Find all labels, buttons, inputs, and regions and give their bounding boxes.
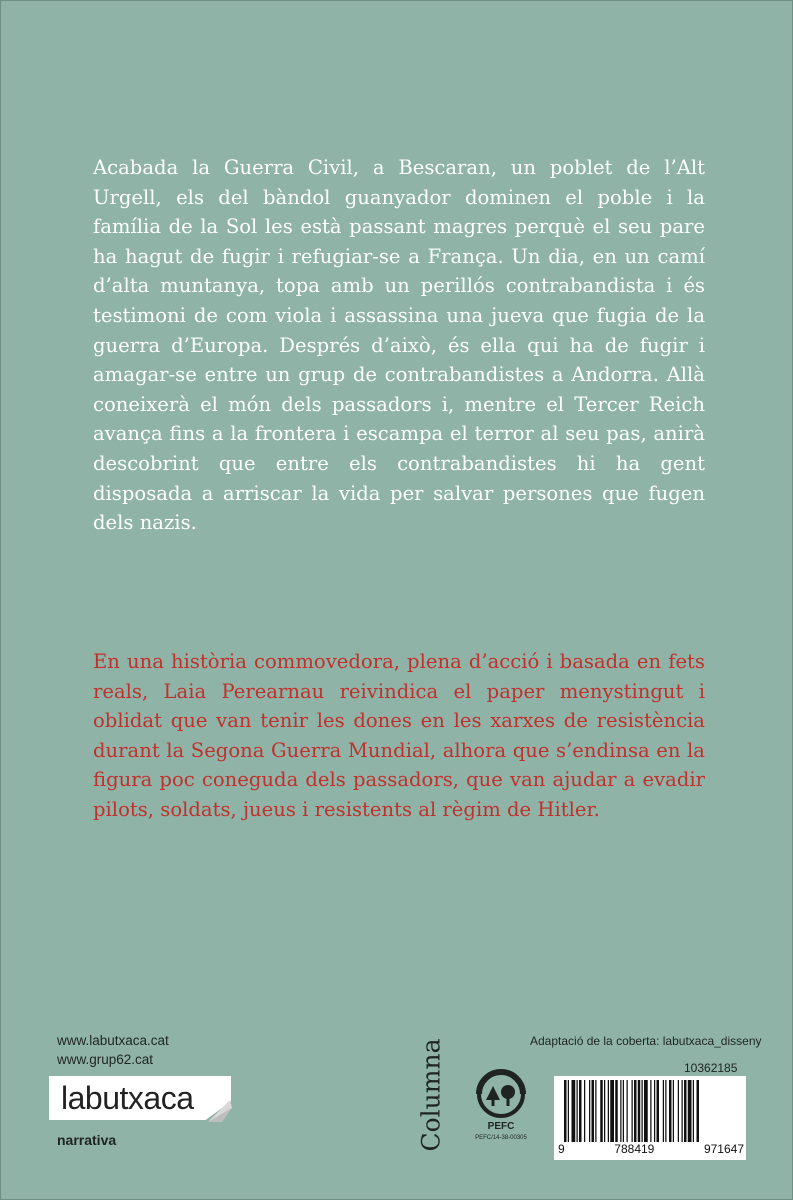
- barcode-bar: [663, 1080, 664, 1142]
- barcode-digits: [554, 1142, 746, 1156]
- barcode-bar: [693, 1080, 694, 1142]
- barcode-bar: [657, 1080, 660, 1142]
- barcode-bar: [589, 1080, 590, 1142]
- internal-code: 10362185: [684, 1061, 738, 1075]
- barcode-bar: [669, 1080, 672, 1142]
- barcode-bar: [673, 1080, 674, 1142]
- barcode-bar: [665, 1080, 666, 1142]
- barcode-bar: [600, 1080, 603, 1142]
- barcode-bar: [638, 1080, 641, 1142]
- blurb-text: En una història commovedora, plena d’acció i basada en fets reals, Laia Perearnau reivindica el paper menystingut i oblidat que van tenir les dones en les xarxes de resistència durant la Segona Guerra Mundial, alhora que s’endinsa en la figura poc coneguda dels passadors, que van ajudar a evadir pilots, soldats, jueus i resistents al règim de Hitler.: [93, 650, 705, 821]
- barcode-bar: [678, 1080, 679, 1142]
- barcode-bar: [650, 1080, 651, 1142]
- barcode-bar: [577, 1080, 578, 1142]
- barcode-bar: [654, 1080, 655, 1142]
- isbn-digit-right: 971647: [703, 1142, 744, 1156]
- cover-credit: Adaptació de la coberta: labutxaca_disseny: [530, 1034, 762, 1048]
- url-grup62[interactable]: www.grup62.cat: [57, 1052, 154, 1067]
- barcode-bar: [620, 1080, 621, 1142]
- barcode-bar: [632, 1080, 633, 1142]
- barcode-bar: [584, 1080, 585, 1142]
- barcode-bar: [627, 1080, 628, 1142]
- url-labutxaca[interactable]: www.labutxaca.cat: [57, 1033, 169, 1048]
- barcode-bar: [684, 1080, 687, 1142]
- barcode-bar: [644, 1080, 648, 1142]
- barcode-bar: [564, 1080, 567, 1142]
- barcode-bars: [564, 1080, 740, 1142]
- page-curl-icon: [204, 1098, 234, 1124]
- collection-name: narrativa: [57, 1132, 117, 1148]
- barcode-bar: [608, 1080, 609, 1142]
- barcode-bar: [579, 1080, 582, 1142]
- barcode-bar: [572, 1080, 576, 1142]
- barcode-bar: [568, 1080, 569, 1142]
- pefc-label: PEFC: [487, 1121, 515, 1132]
- barcode-bar: [642, 1080, 643, 1142]
- barcode-bar: [592, 1080, 595, 1142]
- barcode-bar: [615, 1080, 618, 1142]
- publisher-urls: [57, 1031, 169, 1069]
- isbn-digit-left: 788419: [614, 1142, 655, 1156]
- barcode-bar: [610, 1080, 614, 1142]
- pefc-code: PEFC/14-38-00305: [475, 1135, 527, 1141]
- publisher-logo: Columna: [416, 1038, 446, 1152]
- pefc-logo-icon: [471, 1068, 531, 1158]
- brand-logo: labutxaca: [61, 1080, 194, 1116]
- barcode-bar: [634, 1080, 637, 1142]
- synopsis-text: Acabada la Guerra Civil, a Bescaran, un poblet de l’Alt Urgell, els del bàndol guanyador dominen el poble i la família de la Sol les està passant magres perquè el seu pare ha hagut de fugir i refugiar-se a França. Un dia, en un camí d’alta muntanya, topa amb un perillós contrabandista i és testimoni de com viola i assassina una jueva que fugia de la guerra d’Europa. Després d’això, és ella qui ha de fugir i amagar-se entre un grup de contrabandistes a Andorra. Allà coneixerà el món dels passadors i, mentre el Tercer Reich avança fins a la frontera i escampa el terror al seu pas, anirà descobrint que entre els contrabandistes hi ha gent disposada a arriscar la vida per salvar persones que fugen dels nazis.: [93, 156, 705, 535]
- isbn-barcode: [554, 1076, 746, 1160]
- barcode-bar: [623, 1080, 624, 1142]
- barcode-bar: [688, 1080, 692, 1142]
- barcode-bar: [682, 1080, 683, 1142]
- barcode-bar: [604, 1080, 605, 1142]
- barcode-bar: [697, 1080, 700, 1142]
- isbn-digit-prefix: 9: [558, 1142, 565, 1156]
- barcode-bar: [595, 1080, 596, 1142]
